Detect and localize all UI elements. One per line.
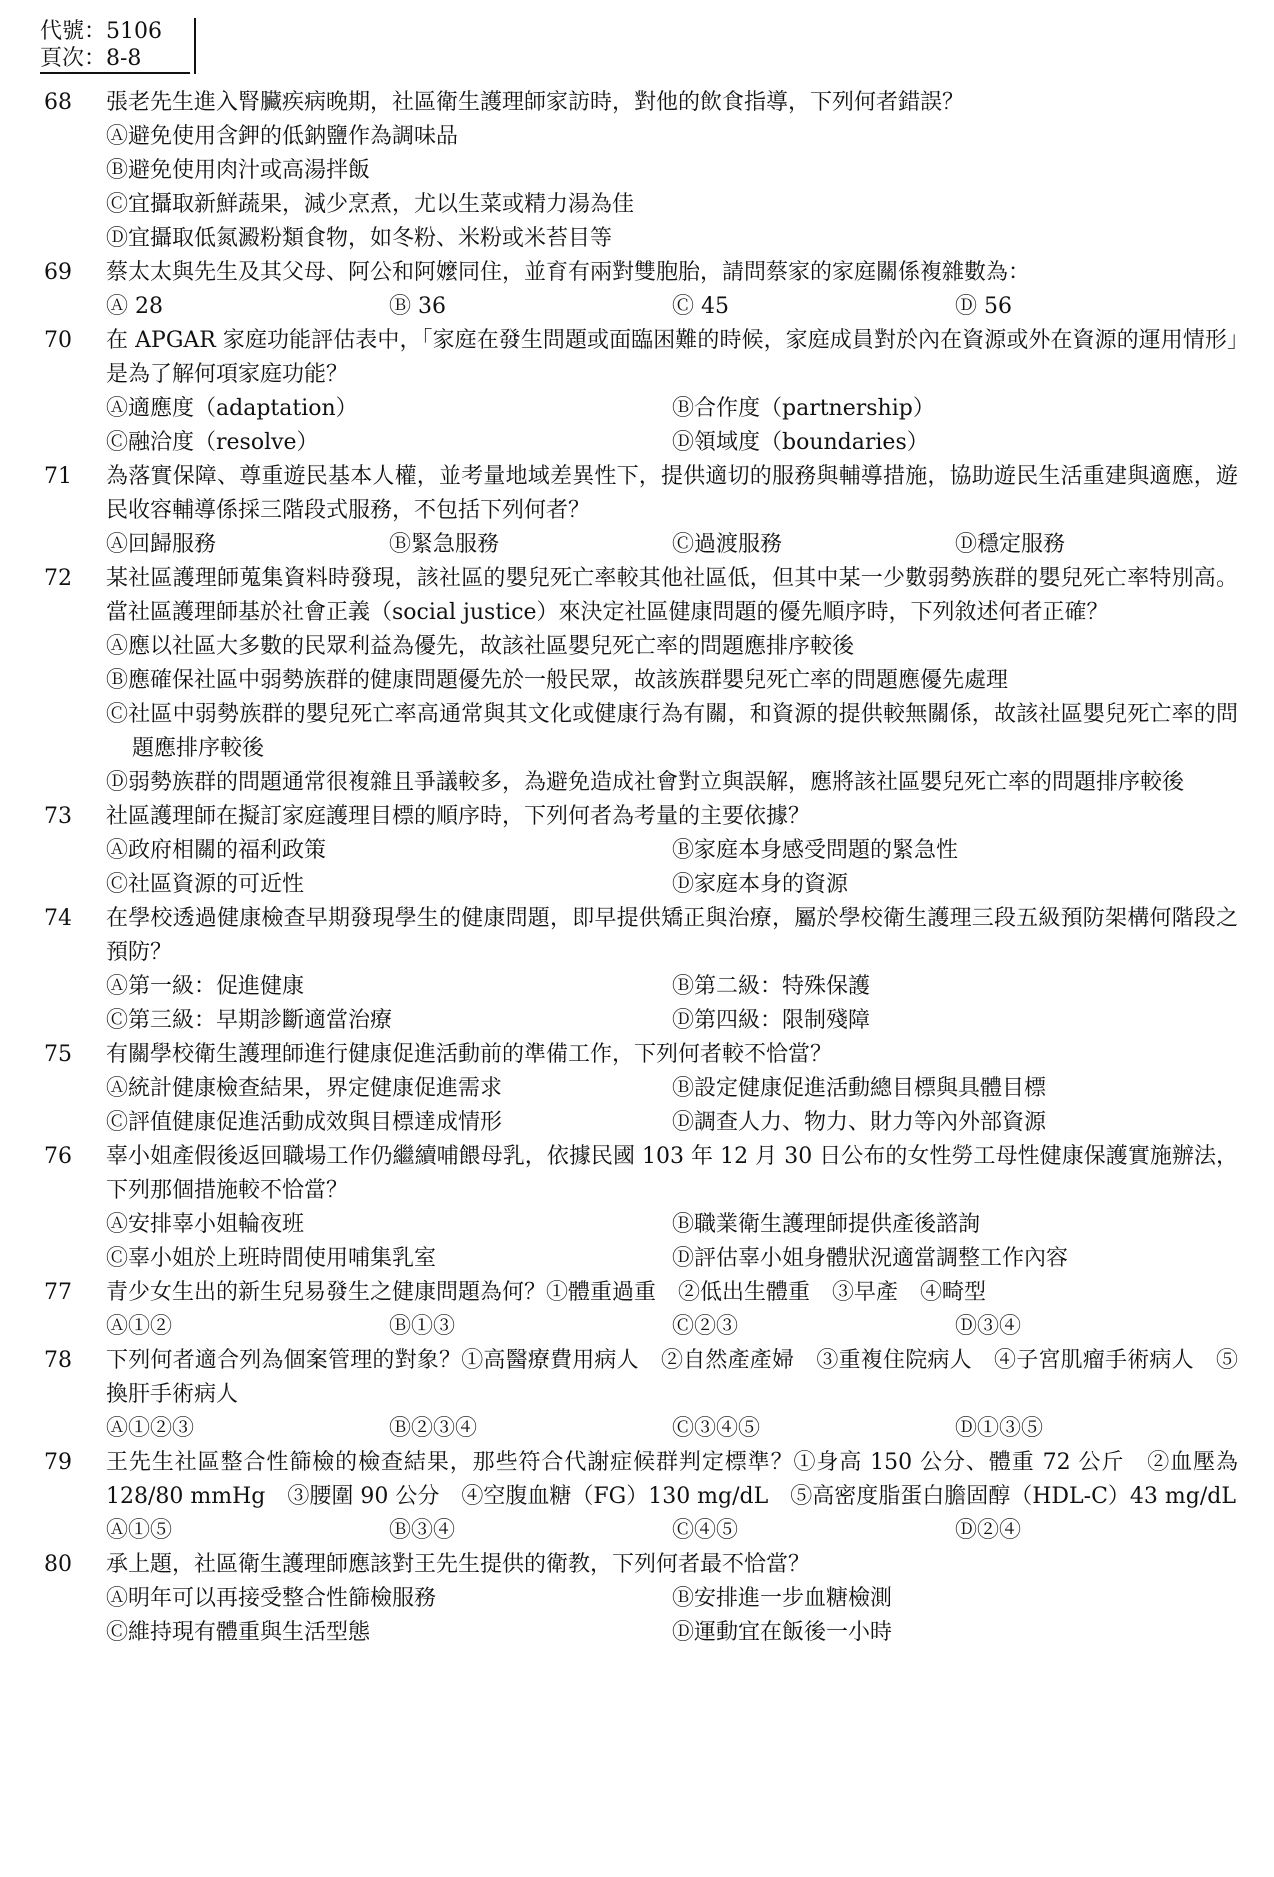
question-77 <box>0 1276 1274 1344</box>
question-body <box>106 1276 1238 1344</box>
answer-option-b: Ⓑ 36 <box>389 294 446 319</box>
question-stem: 承上題，社區衛生護理師應該對王先生提供的衛教，下列何者最不恰當？ <box>106 1552 811 1577</box>
question-number: 79 <box>44 1450 72 1475</box>
answer-options <box>106 630 1238 800</box>
answer-option-a: Ⓐ適應度（adaptation） <box>106 396 358 421</box>
question-72 <box>0 562 1274 800</box>
answer-option-d: Ⓓ②④ <box>955 1518 1022 1543</box>
answer-option-a: Ⓐ第一級：促進健康 <box>106 974 305 999</box>
answer-option-a: Ⓐ回歸服務 <box>106 532 217 557</box>
question-body <box>106 86 1238 256</box>
question-number: 73 <box>44 804 72 829</box>
question-stem: 張老先生進入腎臟疾病晚期，社區衛生護理師家訪時，對他的飲食指導，下列何者錯誤？ <box>106 90 965 115</box>
question-body <box>106 1446 1238 1548</box>
question-stem: 蔡太太與先生及其父母、阿公和阿嬤同住，並育有兩對雙胞胎，請問蔡家的家庭關係複雜數為： <box>106 260 1031 285</box>
question-number: 72 <box>44 566 72 591</box>
question-stem: 某社區護理師蒐集資料時發現，該社區的嬰兒死亡率較其他社區低，但其中某一少數弱勢族群的嬰兒死亡率特別高。當社區護理師基於社會正義（social justice）來決定社區健康問題的優先順序時，下列敘述何者正確？ <box>106 566 1238 625</box>
answer-option-a: Ⓐ 28 <box>106 294 163 319</box>
answer-option-a: Ⓐ安排辜小姐輪夜班 <box>106 1212 305 1237</box>
question-body <box>106 1548 1238 1650</box>
answer-option-a: Ⓐ政府相關的福利政策 <box>106 838 327 863</box>
answer-option-c: Ⓒ第三級：早期診斷適當治療 <box>106 1008 393 1033</box>
answer-options <box>106 1412 1238 1446</box>
answer-option-a: Ⓐ①②③ <box>106 1416 195 1441</box>
answer-option-d: Ⓓ弱勢族群的問題通常很複雜且爭議較多，為避免造成社會對立與誤解，應將該社區嬰兒死亡率的問題排序較後 <box>106 770 1185 795</box>
question-74 <box>0 902 1274 1038</box>
answer-options <box>106 1208 1238 1276</box>
answer-option-b: Ⓑ應確保社區中弱勢族群的健康問題優先於一般民眾，故該族群嬰兒死亡率的問題應優先處理 <box>106 668 1009 693</box>
question-68 <box>0 86 1274 256</box>
answer-option-c: Ⓒ社區資源的可近性 <box>106 872 305 897</box>
answer-option-d: Ⓓ第四級：限制殘障 <box>672 1008 871 1033</box>
answer-option-d: Ⓓ調查人力、物力、財力等內外部資源 <box>672 1110 1047 1135</box>
answer-option-d: Ⓓ③④ <box>955 1314 1022 1339</box>
question-stem: 有關學校衛生護理師進行健康促進活動前的準備工作，下列何者較不恰當？ <box>106 1042 833 1067</box>
question-body <box>106 460 1238 562</box>
question-76 <box>0 1140 1274 1276</box>
answer-option-d: Ⓓ穩定服務 <box>955 532 1066 557</box>
answer-option-d: Ⓓ評估辜小姐身體狀況適當調整工作內容 <box>672 1246 1069 1271</box>
answer-option-d: Ⓓ宜攝取低氮澱粉類食物，如冬粉、米粉或米苔目等 <box>106 226 613 251</box>
question-number: 74 <box>44 906 72 931</box>
answer-options <box>106 392 1238 460</box>
answer-option-a: Ⓐ應以社區大多數的民眾利益為優先，故該社區嬰兒死亡率的問題應排序較後 <box>106 634 855 659</box>
question-number: 71 <box>44 464 72 489</box>
answer-option-c: Ⓒ③④⑤ <box>672 1416 761 1441</box>
question-number: 77 <box>44 1280 72 1305</box>
answer-options <box>106 1310 1238 1344</box>
question-stem: 王先生社區整合性篩檢的檢查結果，那些符合代謝症候群判定標準？①身高 150 公分、體重 72 公斤 ②血壓為 128/80 mmHg ③腰圍 90 公分 ④空腹血糖（FG）130 mg/dL ⑤高密度脂蛋白膽固醇（HDL-C）43 mg/dL <box>106 1450 1238 1509</box>
answer-option-c: Ⓒ過渡服務 <box>672 532 783 557</box>
answer-option-b: Ⓑ家庭本身感受問題的緊急性 <box>672 838 959 863</box>
question-number: 70 <box>44 328 72 353</box>
answer-option-a: Ⓐ①② <box>106 1314 173 1339</box>
answer-option-d: Ⓓ領域度（boundaries） <box>672 430 929 455</box>
answer-option-a: Ⓐ①⑤ <box>106 1518 173 1543</box>
answer-options <box>106 970 1238 1038</box>
exam-header <box>40 18 196 74</box>
question-stem: 社區護理師在擬訂家庭護理目標的順序時，下列何者為考量的主要依據？ <box>106 804 811 829</box>
question-stem: 在 APGAR 家庭功能評估表中，「家庭在發生問題或面臨困難的時候，家庭成員對於內在資源或外在資源的運用情形」是為了解何項家庭功能？ <box>106 328 1238 387</box>
question-body <box>106 324 1238 460</box>
question-69 <box>0 256 1274 324</box>
answer-options <box>106 290 1238 324</box>
question-body <box>106 800 1238 902</box>
answer-option-b: Ⓑ合作度（partnership） <box>672 396 935 421</box>
question-number: 80 <box>44 1552 72 1577</box>
question-body <box>106 902 1238 1038</box>
question-number: 69 <box>44 260 72 285</box>
answer-option-b: Ⓑ③④ <box>389 1518 456 1543</box>
answer-option-c: Ⓒ評值健康促進活動成效與目標達成情形 <box>106 1110 503 1135</box>
question-stem: 辜小姐產假後返回職場工作仍繼續哺餵母乳，依據民國 103 年 12 月 30 日公布的女性勞工母性健康保護實施辦法，下列那個措施較不恰當？ <box>106 1144 1238 1203</box>
answer-options <box>106 834 1238 902</box>
answer-options <box>106 1072 1238 1140</box>
question-stem: 為落實保障、尊重遊民基本人權，並考量地域差異性下，提供適切的服務與輔導措施，協助遊民生活重建與適應，遊民收容輔導係採三階段式服務，不包括下列何者？ <box>106 464 1238 523</box>
answer-options <box>106 1514 1238 1548</box>
question-body <box>106 1344 1238 1446</box>
answer-option-d: Ⓓ運動宜在飯後一小時 <box>672 1620 893 1645</box>
question-body <box>106 562 1238 800</box>
answer-option-b: Ⓑ①③ <box>389 1314 456 1339</box>
answer-option-c: Ⓒ辜小姐於上班時間使用哺集乳室 <box>106 1246 437 1271</box>
answer-option-a: Ⓐ統計健康檢查結果，界定健康促進需求 <box>106 1076 503 1101</box>
answer-option-b: Ⓑ緊急服務 <box>389 532 500 557</box>
answer-option-c: Ⓒ社區中弱勢族群的嬰兒死亡率高通常與其文化或健康行為有關，和資源的提供較無關係，故該社區嬰兒死亡率的問題應排序較後 <box>106 702 1238 761</box>
answer-option-a: Ⓐ明年可以再接受整合性篩檢服務 <box>106 1586 437 1611</box>
answer-option-d: Ⓓ 56 <box>955 294 1012 319</box>
question-stem: 下列何者適合列為個案管理的對象？①高醫療費用病人 ②自然產產婦 ③重複住院病人 ④子宮肌瘤手術病人 ⑤換肝手術病人 <box>106 1348 1238 1407</box>
question-list <box>0 86 1274 1650</box>
answer-options <box>106 120 1238 256</box>
page-number: 頁次：8-8 <box>40 45 190 74</box>
question-78 <box>0 1344 1274 1446</box>
question-79 <box>0 1446 1274 1548</box>
exam-code: 代號：5106 <box>40 19 162 44</box>
question-71 <box>0 460 1274 562</box>
answer-option-b: Ⓑ安排進一步血糖檢測 <box>672 1586 893 1611</box>
question-80 <box>0 1548 1274 1650</box>
question-number: 76 <box>44 1144 72 1169</box>
question-body <box>106 256 1238 324</box>
answer-options <box>106 528 1238 562</box>
answer-option-b: Ⓑ第二級：特殊保護 <box>672 974 871 999</box>
question-70 <box>0 324 1274 460</box>
answer-option-c: Ⓒ融洽度（resolve） <box>106 430 319 455</box>
question-stem: 在學校透過健康檢查早期發現學生的健康問題，即早提供矯正與治療，屬於學校衛生護理三段五級預防架構何階段之預防？ <box>106 906 1238 965</box>
answer-option-d: Ⓓ①③⑤ <box>955 1416 1044 1441</box>
question-75 <box>0 1038 1274 1140</box>
question-stem: 青少女生出的新生兒易發生之健康問題為何？①體重過重 ②低出生體重 ③早產 ④畸型 <box>106 1280 987 1305</box>
question-number: 68 <box>44 90 72 115</box>
answer-option-a: Ⓐ避免使用含鉀的低鈉鹽作為調味品 <box>106 124 459 149</box>
question-number: 75 <box>44 1042 72 1067</box>
question-body <box>106 1140 1238 1276</box>
answer-option-c: Ⓒ維持現有體重與生活型態 <box>106 1620 371 1645</box>
answer-option-c: Ⓒ宜攝取新鮮蔬果，減少烹煮，尤以生菜或精力湯為佳 <box>106 192 635 217</box>
answer-option-c: Ⓒ④⑤ <box>672 1518 739 1543</box>
answer-option-c: Ⓒ 45 <box>672 294 729 319</box>
answer-option-b: Ⓑ職業衛生護理師提供產後諮詢 <box>672 1212 981 1237</box>
answer-option-b: Ⓑ設定健康促進活動總目標與具體目標 <box>672 1076 1047 1101</box>
answer-option-c: Ⓒ②③ <box>672 1314 739 1339</box>
answer-options <box>106 1582 1238 1650</box>
question-73 <box>0 800 1274 902</box>
question-number: 78 <box>44 1348 72 1373</box>
answer-option-b: Ⓑ②③④ <box>389 1416 478 1441</box>
answer-option-b: Ⓑ避免使用肉汁或高湯拌飯 <box>106 158 371 183</box>
answer-option-d: Ⓓ家庭本身的資源 <box>672 872 849 897</box>
question-body <box>106 1038 1238 1140</box>
